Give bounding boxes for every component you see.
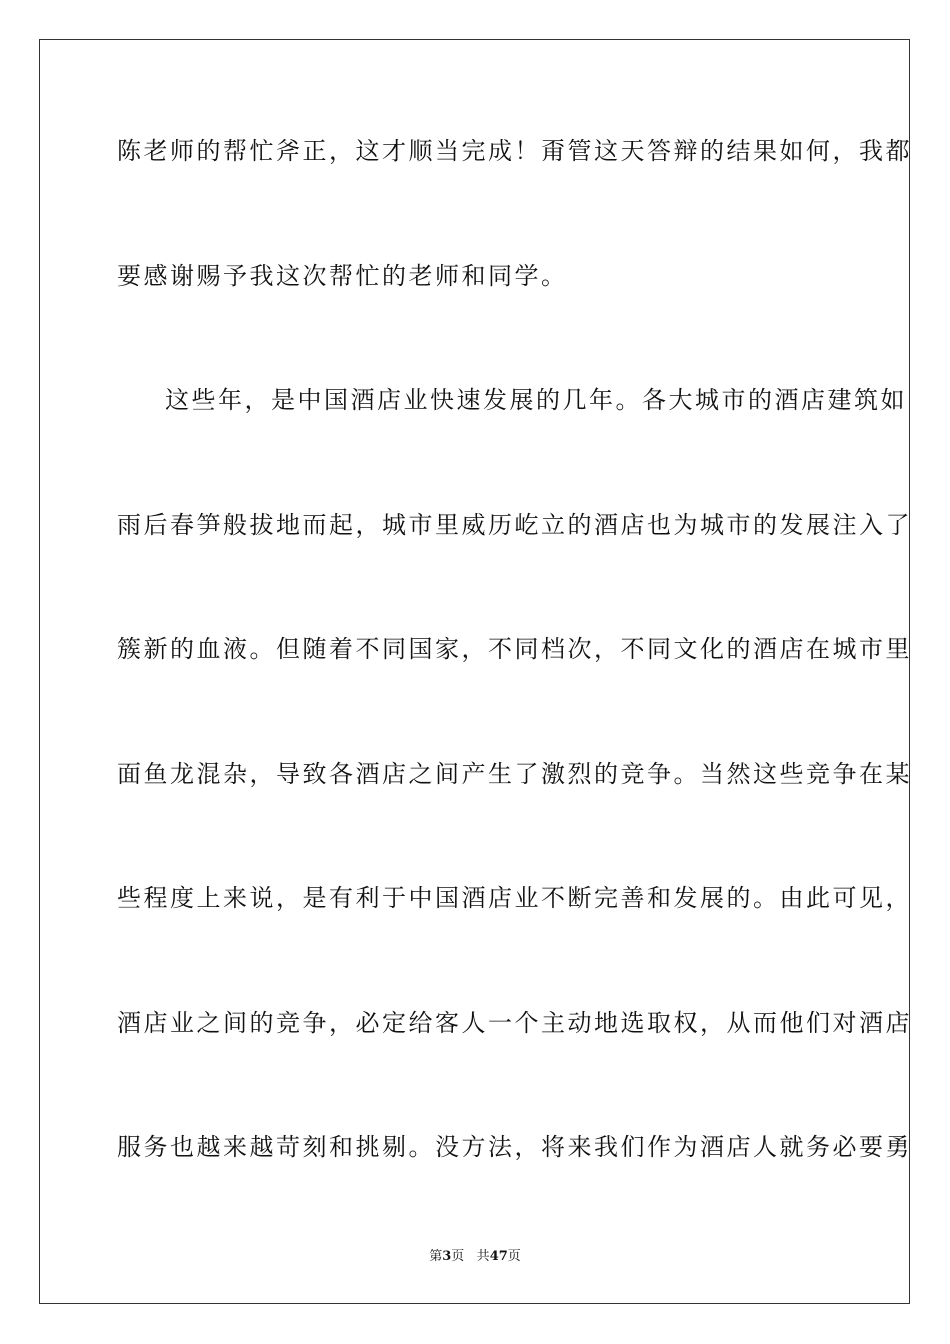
text-line-1: 陈老师的帮忙斧正，这才顺当完成！甭管这天答辩的结果如何，我都 xyxy=(117,137,912,165)
text-line-8: 酒店业之间的竞争，必定给客人一个主动地选取权，从而他们对酒店 xyxy=(117,1009,912,1037)
page-border xyxy=(39,39,910,1304)
text-line-9: 服务也越来越苛刻和挑剔。没方法，将来我们作为酒店人就务必要勇 xyxy=(117,1133,912,1161)
text-line-2: 要感谢赐予我这次帮忙的老师和同学。 xyxy=(117,262,568,290)
total-suffix: 页 xyxy=(507,1249,521,1264)
total-pages: 47 xyxy=(489,1249,508,1264)
text-line-5: 簇新的血液。但随着不同国家，不同档次，不同文化的酒店在城市里 xyxy=(117,635,912,663)
page-suffix: 页 xyxy=(451,1249,465,1264)
text-line-3-paragraph-start: 这些年，是中国酒店业快速发展的几年。各大城市的酒店建筑如 xyxy=(165,386,907,414)
text-line-4: 雨后春笋般拔地而起，城市里威历屹立的酒店也为城市的发展注入了 xyxy=(117,511,912,539)
text-line-6: 面鱼龙混杂，导致各酒店之间产生了激烈的竞争。当然这些竞争在某 xyxy=(117,760,912,788)
page-footer xyxy=(0,1248,950,1266)
page-prefix: 第 xyxy=(429,1249,443,1264)
text-line-7: 些程度上来说，是有利于中国酒店业不断完善和发展的。由此可见， xyxy=(117,884,912,912)
page-number: 3 xyxy=(442,1249,452,1264)
total-prefix: 共 xyxy=(476,1249,490,1264)
